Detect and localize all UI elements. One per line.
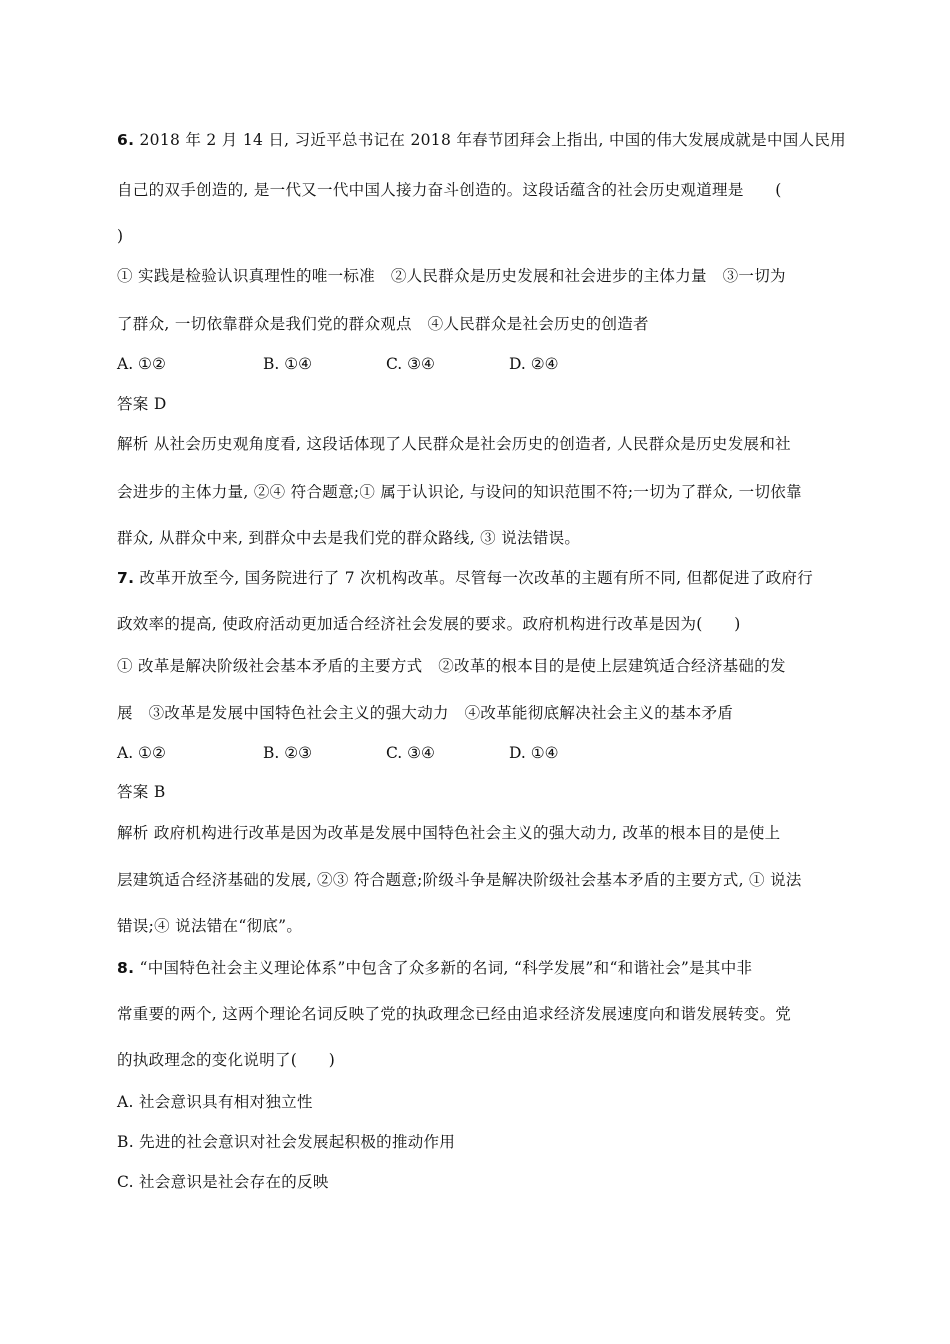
q6-option-a: A. ①② xyxy=(117,355,166,373)
q8-option-a: A. 社会意识具有相对独立性 xyxy=(117,1093,313,1111)
q7-option-d: D. ①④ xyxy=(509,744,559,762)
q6-line-2: 自己的双手创造的, 是一代又一代中国人接力奋斗创造的。这段话蕴含的社会历史观道理是 ( xyxy=(117,181,782,199)
q6-statement-1: ① 实践是检验认识真理性的唯一标准 ②人民群众是历史发展和社会进步的主体力量 ③一切为 xyxy=(117,267,786,285)
q7-option-b: B. ②③ xyxy=(263,744,313,762)
q7-statement-2: 展 ③改革是发展中国特色社会主义的强大动力 ④改革能彻底解决社会主义的基本矛盾 xyxy=(117,704,734,722)
q6-option-b: B. ①④ xyxy=(263,355,313,373)
q6-line-1: 6. 2018 年 2 月 14 日, 习近平总书记在 2018 年春节团拜会上指出, 中国的伟大发展成就是中国人民用 xyxy=(117,131,846,149)
q7-statement-1: ① 改革是解决阶级社会基本矛盾的主要方式 ②改革的根本目的是使上层建筑适合经济基础的发 xyxy=(117,657,786,675)
q7-analysis-3: 错误;④ 说法错在“彻底”。 xyxy=(117,917,303,935)
q7-analysis-1: 解析 政府机构进行改革是因为改革是发展中国特色社会主义的强大动力, 改革的根本目的是使上 xyxy=(117,824,781,842)
q7-line-1: 7. 改革开放至今, 国务院进行了 7 次机构改革。尽管每一次改革的主题有所不同, 但都促进了政府行 xyxy=(117,569,814,587)
q8-line-2: 常重要的两个, 这两个理论名词反映了党的执政理念已经由追求经济发展速度向和谐发展转变。党 xyxy=(117,1005,792,1023)
q8-option-c: C. 社会意识是社会存在的反映 xyxy=(117,1173,329,1191)
q6-option-d: D. ②④ xyxy=(509,355,559,373)
q8-option-b: B. 先进的社会意识对社会发展起积极的推动作用 xyxy=(117,1133,456,1151)
q8-line-3: 的执政理念的变化说明了( ) xyxy=(117,1051,336,1069)
q6-analysis-3: 群众, 从群众中来, 到群众中去是我们党的群众路线, ③ 说法错误。 xyxy=(117,529,581,547)
q6-analysis-1: 解析 从社会历史观角度看, 这段话体现了人民群众是社会历史的创造者, 人民群众是历史发展和社 xyxy=(117,435,791,453)
q6-option-c: C. ③④ xyxy=(386,355,435,373)
q7-answer: 答案 B xyxy=(117,783,166,801)
q7-number: 7. xyxy=(117,569,135,587)
q8-line-1: 8. “中国特色社会主义理论体系”中包含了众多新的名词, “科学发展”和“和谐社会”是其中非 xyxy=(117,959,753,977)
q7-option-a: A. ①② xyxy=(117,744,166,762)
q7-option-c: C. ③④ xyxy=(386,744,435,762)
q6-number: 6. xyxy=(117,131,135,149)
q6-line-3: ) xyxy=(117,227,124,245)
q8-number: 8. xyxy=(117,959,135,977)
q6-answer: 答案 D xyxy=(117,395,167,413)
q6-statement-2: 了群众, 一切依靠群众是我们党的群众观点 ④人民群众是社会历史的创造者 xyxy=(117,315,649,333)
q7-analysis-2: 层建筑适合经济基础的发展, ②③ 符合题意;阶级斗争是解决阶级社会基本矛盾的主要方式, ① 说法 xyxy=(117,871,802,889)
q7-line-2: 政效率的提高, 使政府活动更加适合经济社会发展的要求。政府机构进行改革是因为( ) xyxy=(117,615,741,633)
q6-analysis-2: 会进步的主体力量, ②④ 符合题意;① 属于认识论, 与设问的知识范围不符;一切为了群众, 一切依靠 xyxy=(117,483,802,501)
